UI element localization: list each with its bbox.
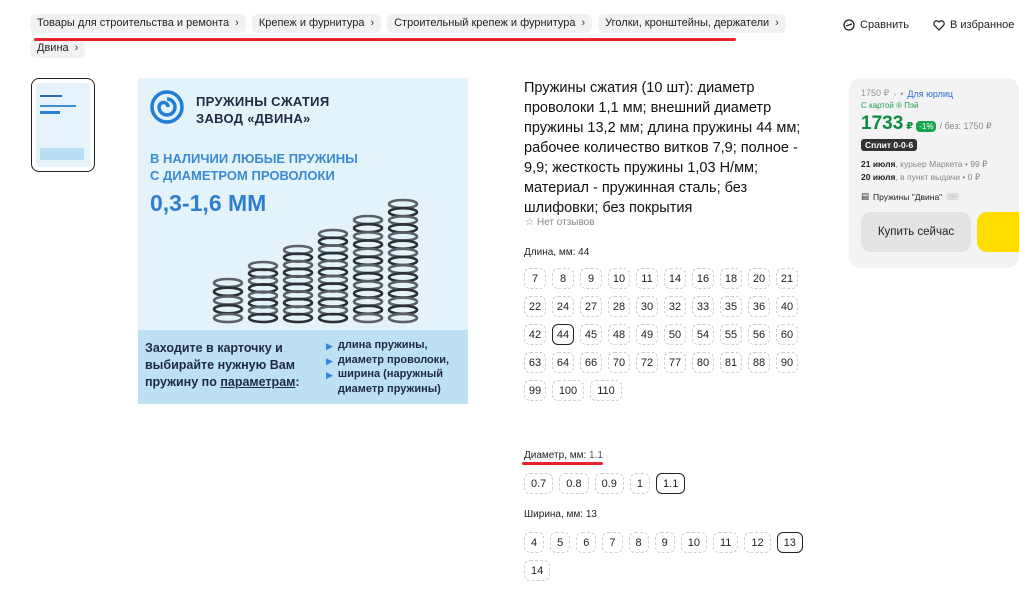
price-row [861,113,992,135]
breadcrumb-item[interactable] [30,14,246,33]
length-option[interactable]: 10 [608,268,630,289]
price-value: 1733 [861,113,904,134]
length-option[interactable]: 64 [552,352,574,373]
spring-coil [354,257,382,265]
breadcrumb-label: Товары для строительства и ремонта [37,17,230,29]
breadcrumb-label: Уголки, кронштейны, держатели [605,17,770,29]
bullet-item [326,368,449,383]
chevron-right-icon: › [893,88,897,99]
length-option[interactable]: 50 [664,324,686,345]
brand-logo-row [150,90,329,129]
spiral-logo-icon [150,90,184,129]
split-badge[interactable]: Сплит 0-0-6 [861,139,917,151]
length-option[interactable]: 32 [664,296,686,317]
width-option[interactable]: 12 [744,532,770,553]
availability-line: С ДИАМЕТРОМ ПРОВОЛОКИ [150,168,335,183]
length-option[interactable]: 45 [580,324,602,345]
length-options [524,268,824,401]
top-actions [843,19,1014,31]
length-option[interactable]: 66 [580,352,602,373]
breadcrumb-item[interactable] [252,14,381,33]
spring-coil [354,216,382,224]
favorites-button[interactable] [933,19,1014,31]
length-option[interactable]: 40 [776,296,798,317]
breadcrumb-row [30,14,779,33]
spring-coil [389,257,417,265]
price-card [849,78,1019,268]
old-price: 1750 ₽ [861,88,890,98]
cta-line: Заходите в карточку и [145,341,283,355]
length-option[interactable]: 77 [664,352,686,373]
bullet-text: диаметр пружины) [337,382,441,395]
dot-separator: • [900,88,904,99]
length-option[interactable]: 81 [720,352,742,373]
width-option[interactable]: 9 [655,532,675,553]
chevron-right-icon: › [370,17,375,29]
width-option[interactable]: 13 [777,532,803,553]
compare-label: Сравнить [860,19,910,31]
spring-coil [389,298,417,306]
width-option[interactable]: 10 [681,532,707,553]
length-option[interactable]: 35 [720,296,742,317]
diameter-value: 1.1 [589,450,603,461]
spring-coil [354,241,382,249]
heart-icon [933,20,945,31]
brand-line: ЗАВОД «ДВИНА» [196,110,311,126]
length-option[interactable]: 55 [720,324,742,345]
compare-button[interactable] [843,19,909,31]
breadcrumb-label: Строительный крепеж и фурнитура [394,17,576,29]
length-option[interactable]: 18 [720,268,742,289]
availability-line: В НАЛИЧИИ ЛЮБЫЕ ПРУЖИНЫ [150,151,358,166]
spring-coil [354,232,382,240]
delivery-courier [861,159,987,170]
spring-coil [389,265,417,273]
more-icon[interactable]: ··· [946,193,959,200]
highlight-underline [522,462,603,465]
old-price-row [861,88,953,99]
diameter-label-text: Диаметр, мм: [524,450,590,461]
spring-coil [354,273,382,281]
spring-coil [214,314,242,322]
spring-coil [354,281,382,289]
spring-coil [389,200,417,208]
add-to-cart-button[interactable] [977,212,1019,252]
width-label [524,509,597,520]
reviews-text: Нет отзывов [536,217,595,228]
diameter-option[interactable]: 0.9 [595,473,624,494]
product-title: Пружины сжатия (10 шт): диаметр проволоки 1,1 мм; внешний диаметр пружины 13,2 мм; длина пружины 44 мм; рабочее количество витков 7,9; полное - 9,9; жесткость пружины 1,03 Н/мм; материал - пружинная сталь; без шлифовки; без покрытия [524,80,801,216]
length-option[interactable]: 33 [692,296,714,317]
bullet-item [326,339,449,354]
spring-coil [354,314,382,322]
highlight-underline [34,38,736,41]
thumbnail-stripe [40,105,76,107]
spring-coil [389,306,417,314]
length-option[interactable]: 56 [748,324,770,345]
width-value: 13 [585,509,597,520]
spring-coil [389,224,417,232]
delivery-date: 21 июля [861,159,896,169]
thumbnail-preview [36,83,90,167]
triangle-bullet-icon: ▶ [326,341,333,351]
breadcrumb-item[interactable] [30,39,85,58]
brand-line: ПРУЖИНЫ СЖАТИЯ [196,93,330,109]
length-value: 44 [578,247,590,258]
length-option[interactable]: 8 [552,268,574,289]
length-option[interactable]: 49 [636,324,658,345]
width-option[interactable]: 11 [713,532,738,553]
length-option[interactable]: 28 [608,296,630,317]
spring-coil [354,224,382,232]
star-icon: ☆ [525,217,534,228]
diameter-option[interactable]: 1 [630,473,650,494]
length-option[interactable]: 30 [636,296,658,317]
spring-coil [389,216,417,224]
breadcrumb [30,14,779,58]
breadcrumb-label: Крепеж и фурнитура [258,17,365,29]
length-option[interactable]: 60 [776,324,798,345]
spring-coil [389,273,417,281]
width-option[interactable]: 7 [602,532,622,553]
width-option[interactable]: 6 [576,532,596,553]
reviews-link[interactable] [525,217,595,228]
length-option[interactable]: 70 [608,352,630,373]
spring-coil [214,288,242,296]
price-currency: ₽ [906,121,914,132]
breadcrumb-item[interactable] [598,14,786,33]
chevron-right-icon: › [581,17,586,29]
spring-coil [214,305,242,313]
length-label [524,247,589,258]
spring-coil [319,314,347,322]
triangle-bullet-icon: ▶ [326,370,333,380]
spring-coil [389,314,417,322]
delivery-text: , в пункт выдачи • 0 ₽ [895,172,981,182]
breadcrumb-item[interactable] [387,14,592,33]
spring-coil [389,290,417,298]
spring-coil [389,249,417,257]
spring-coil [354,306,382,314]
diameter-label [524,450,603,461]
length-option[interactable]: 90 [776,352,798,373]
spring-coil [389,208,417,216]
cta-fragment: пружину по [145,375,221,389]
brand-name [196,93,329,127]
chevron-right-icon: › [775,17,779,29]
spring-coil [389,233,417,241]
thumbnail-stripe [40,111,60,114]
spring-coil [354,298,382,306]
length-option[interactable]: 63 [524,352,546,373]
product-thumbnail[interactable] [31,78,95,172]
length-option[interactable]: 16 [692,268,714,289]
springs-illustration [208,178,438,328]
length-option[interactable]: 48 [608,324,630,345]
cta-line: выбирайте нужную Вам [145,358,295,372]
length-option[interactable]: 80 [692,352,714,373]
bullet-item [326,383,449,398]
length-option[interactable]: 42 [524,324,546,345]
width-label-text: Ширина, мм: [524,509,586,520]
spring-coil [284,314,312,322]
width-options [524,532,824,581]
breadcrumb-label: Двина [37,42,69,54]
delivery-date: 20 июля [861,172,896,182]
thumbnail-stripe [40,95,62,97]
width-option[interactable]: 5 [550,532,570,553]
cta-line [145,374,300,391]
buy-now-button[interactable]: Купить сейчас [861,212,971,252]
cta-text [145,340,300,391]
shop-icon: ▤ [861,191,870,201]
length-option[interactable]: 27 [580,296,602,317]
width-option[interactable]: 4 [524,532,544,553]
diameter-option[interactable]: 0.7 [524,473,553,494]
length-option[interactable]: 44 [552,324,574,345]
width-option[interactable]: 14 [524,560,550,581]
length-option[interactable]: 110 [590,380,622,401]
length-option[interactable]: 22 [524,296,546,317]
length-option[interactable]: 72 [636,352,658,373]
discount-badge: -1% [916,121,936,132]
length-option[interactable]: 21 [776,268,798,289]
favorites-label: В избранное [950,19,1015,31]
cta-link: параметрам [220,375,296,389]
pay-card-note: С картой ® Пэй [861,101,919,110]
bullet-item [326,354,449,369]
length-option[interactable]: 11 [636,268,658,289]
spring-coil [214,279,242,287]
delivery-pickup [861,172,980,183]
length-label-text: Длина, мм: [524,247,579,258]
breadcrumb-row [30,39,750,58]
diameter-option[interactable]: 0.8 [559,473,588,494]
spring-coil [214,297,242,305]
length-option[interactable]: 20 [748,268,770,289]
thumbnail-stripe [40,148,84,160]
bullet-text: ширина (наружный [337,368,444,380]
spring-coil [354,249,382,257]
spring-coil [354,290,382,298]
spring-coil [389,241,417,249]
parameter-bullets [326,339,449,397]
length-option[interactable]: 14 [664,268,686,289]
product-main-image[interactable] [138,78,468,404]
chevron-right-icon: › [235,17,239,29]
seller-link[interactable] [861,191,959,202]
bullet-text: длина пружины, [337,339,428,351]
diameter-option[interactable]: 1.1 [656,473,685,494]
length-option[interactable]: 54 [692,324,714,345]
bullet-text: диаметр проволоки, [337,353,450,366]
length-option[interactable]: 24 [552,296,574,317]
cta-fragment: : [295,375,300,389]
compare-icon [843,19,855,31]
chevron-right-icon: › [74,42,79,54]
spring-coil [249,314,277,322]
length-option[interactable]: 9 [580,268,602,289]
diameter-options [524,473,685,494]
length-option[interactable]: 36 [748,296,770,317]
width-option[interactable]: 8 [629,532,649,553]
wire-range: 0,3-1,6 ММ [150,190,267,216]
length-option[interactable]: 7 [524,268,546,289]
triangle-bullet-icon: ▶ [326,355,333,366]
length-option[interactable]: 100 [552,380,584,401]
delivery-text: , курьер Маркета • 99 ₽ [895,159,988,169]
spring-coil [389,281,417,289]
length-option[interactable]: 88 [748,352,770,373]
spring-coil [354,265,382,273]
legal-entity-link[interactable]: Для юрлиц [907,88,954,99]
seller-name: Пружины "Двина" [873,191,943,202]
length-option[interactable]: 99 [524,380,546,401]
price-without-discount: / без: 1750 ₽ [939,121,992,131]
